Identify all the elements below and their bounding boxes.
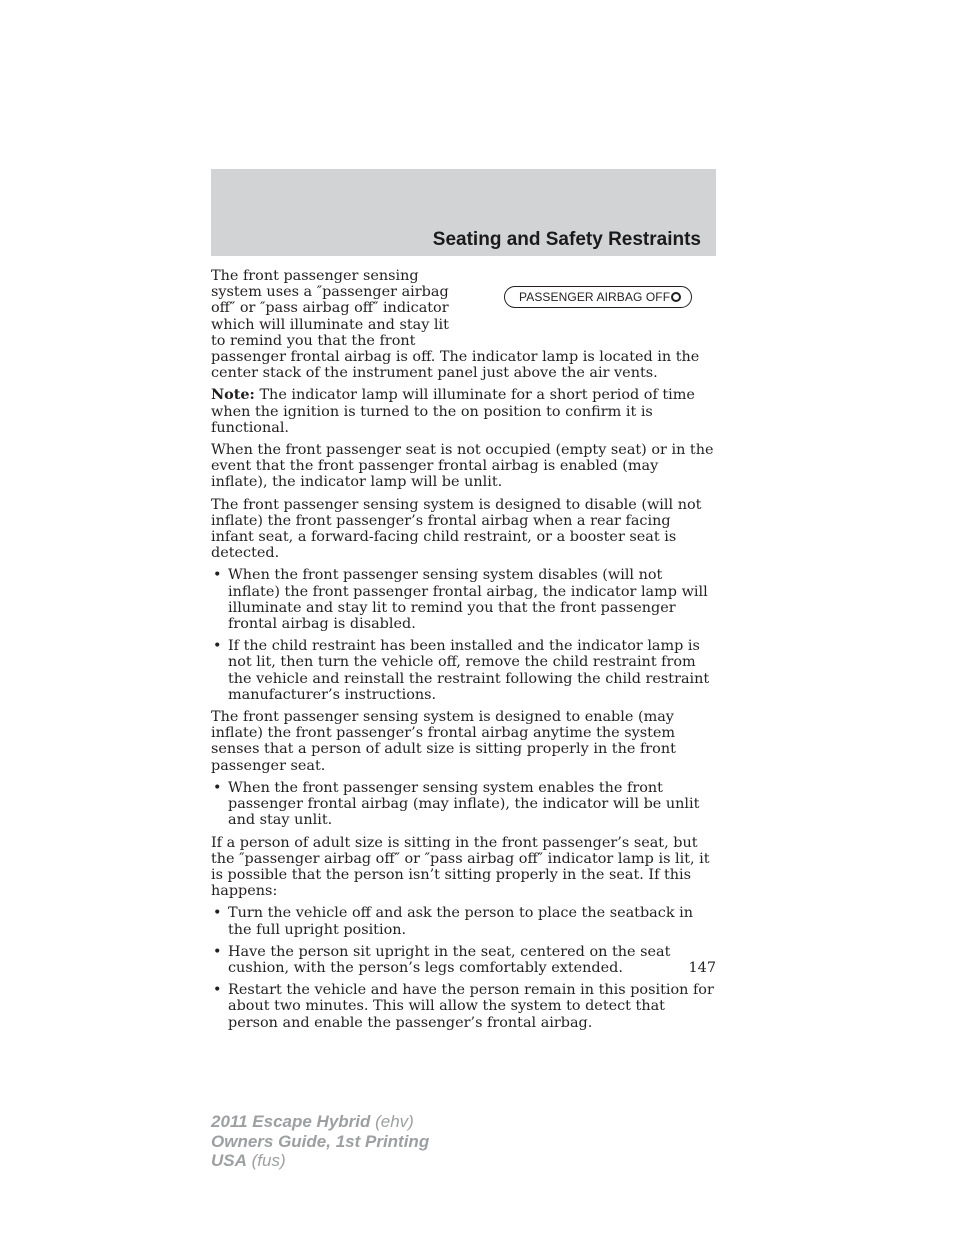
indicator-illustration [466, 268, 716, 336]
bullet-icon: • [213, 905, 222, 922]
enable-paragraph: The front passenger sensing system is designed to enable (may inflate) the front passenger’s frontal airbag anytime the system senses that a person of adult size is sitting properly in the front passenger seat. [211, 709, 676, 774]
list-item-text: When the front passenger sensing system disables (will not inflate) the front passenger frontal airbag, the indicator lamp will illuminate and stay lit to remind you that the front passenger frontal airbag is disabled. [228, 567, 708, 633]
list-item-text: Restart the vehicle and have the person remain in this position for about two minutes. This will allow the system to detect that person and enable the passenger’s frontal airbag. [228, 982, 714, 1031]
footer-model-code: (ehv) [370, 1112, 414, 1131]
list-item [211, 905, 716, 937]
disable-bullet-list [211, 567, 716, 703]
adult-bullet-list [211, 905, 716, 1030]
note-text: The indicator lamp will illuminate for a short period of time when the ignition is turned to the on position to confirm it is functional. [211, 387, 695, 436]
bullet-icon: • [213, 638, 222, 655]
section-header-band [211, 169, 716, 256]
indicator-label: PASSENGER AIRBAG OFF [519, 289, 671, 304]
note-label: Note: [211, 386, 255, 404]
bullet-icon: • [213, 567, 222, 584]
footer-line-1 [211, 1112, 429, 1132]
intro-paragraph: The front passenger sensing system uses a ″passenger airbag off″ or ″pass airbag off″ indicator which will illuminate and stay lit to remind you that the front passenger frontal airbag is off. The indicator lamp is located in the center stack of the instrument panel just above the air vents. [211, 268, 700, 382]
indicator-lamp-icon [671, 292, 681, 302]
list-item [211, 567, 716, 632]
page-content [211, 268, 716, 1037]
list-item-text: Have the person sit upright in the seat, centered on the seat cushion, with the person’s legs comfortably extended. [228, 943, 671, 976]
list-item [211, 780, 716, 829]
enable-bullet-list [211, 780, 716, 829]
page-number: 147 [688, 960, 716, 976]
list-item [211, 982, 716, 1031]
disable-paragraph: The front passenger sensing system is designed to disable (will not inflate) the front passenger’s frontal airbag when a rear facing infant seat, a forward-facing child restraint, or a booster seat is detected. [211, 496, 702, 562]
list-item [211, 638, 716, 703]
note-paragraph [211, 387, 716, 436]
footer-edition: Owners Guide, 1st Printing [211, 1131, 430, 1151]
list-item-text: When the front passenger sensing system enables the front passenger frontal airbag (may inflate), the indicator will be unlit and stay unlit. [228, 779, 700, 829]
adult-paragraph: If a person of adult size is sitting in the front passenger’s seat, but the ″passenger airbag off″ or ″pass airbag off″ indicator lamp is lit, it is possible that the person isn’t sitting properly in the seat. If this happens: [211, 834, 710, 900]
list-item-text: If the child restraint has been installed and the indicator lamp is not lit, then turn the vehicle off, remove the child restraint from the vehicle and reinstall the restraint following the child restraint manufacturer’s instructions. [228, 638, 710, 703]
footer-market-code: (fus) [246, 1151, 286, 1170]
section-title: Seating and Safety Restraints [432, 229, 701, 250]
footer-market: USA [211, 1151, 247, 1170]
unoccupied-paragraph: When the front passenger seat is not occupied (empty seat) or in the event that the front passenger frontal airbag is enabled (may inflate), the indicator lamp will be unlit. [211, 442, 714, 491]
bullet-icon: • [213, 982, 222, 999]
footer-line-3 [211, 1151, 429, 1171]
list-item-text: Turn the vehicle off and ask the person to place the seatback in the full upright position. [228, 905, 693, 938]
footer-model: 2011 Escape Hybrid [211, 1112, 371, 1131]
bullet-icon: • [213, 779, 222, 796]
list-item [211, 944, 716, 976]
bullet-icon: • [213, 943, 222, 960]
footer-line-2 [211, 1132, 429, 1152]
passenger-airbag-off-indicator [504, 286, 692, 308]
document-footer [211, 1112, 429, 1171]
